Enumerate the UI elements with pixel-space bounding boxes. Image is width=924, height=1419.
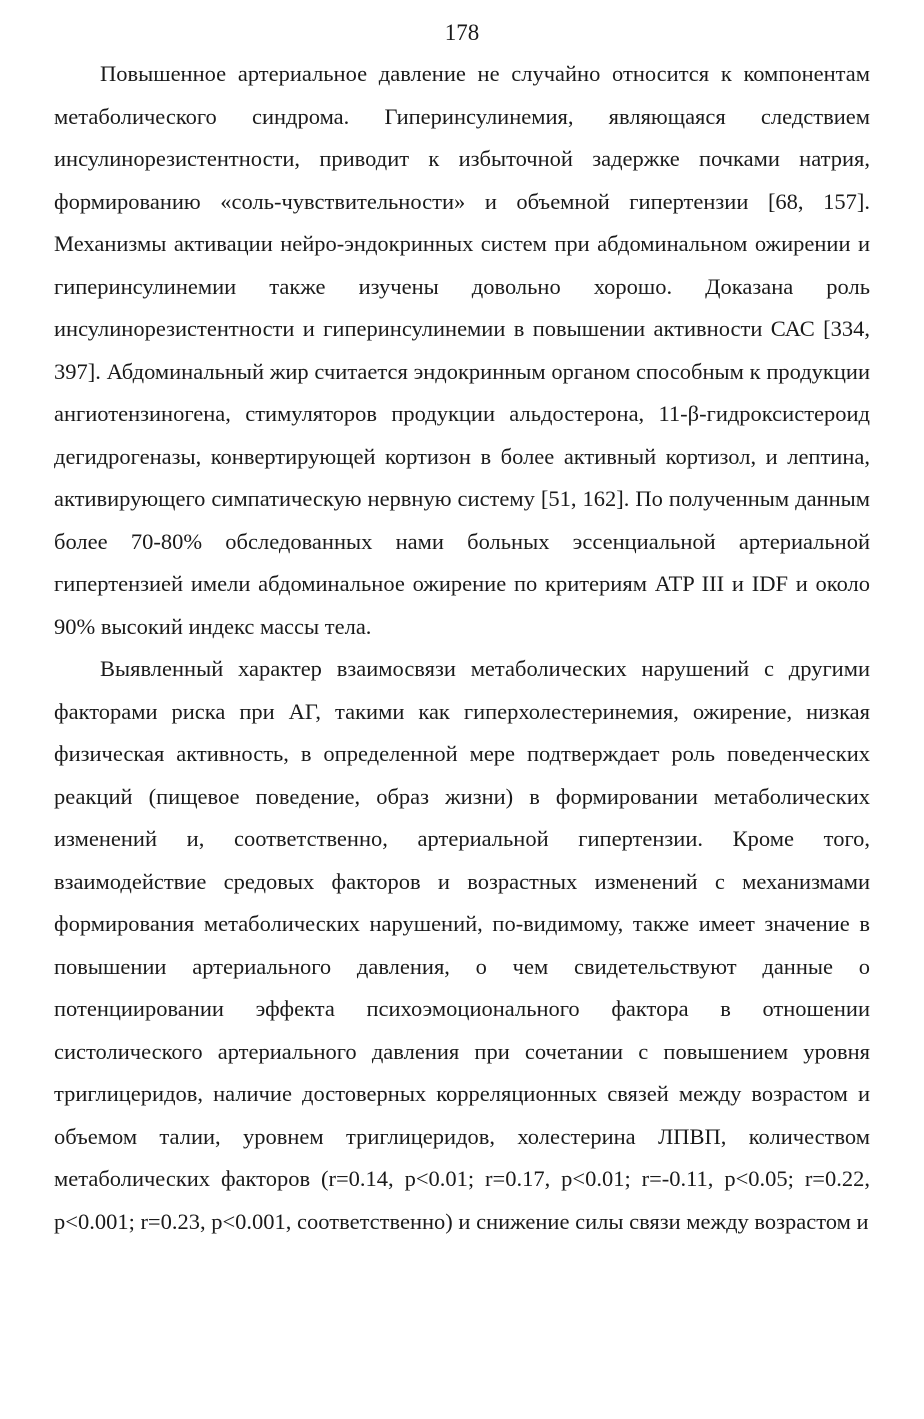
page-body xyxy=(54,53,870,1243)
paragraph-2: Выявленный характер взаимосвязи метаболических нарушений с другими факторами риска при АГ, такими как гиперхолестеринемия, ожирение, низкая физическая активность, в определенной мере подтверждает роль поведенческих реакций (пищевое поведение, образ жизни) в формировании метаболических изменений и, соответственно, артериальной гипертензии. Кроме того, взаимодействие средовых факторов и возрастных изменений с механизмами формирования метаболических нарушений, по-видимому, также имеет значение в повышении артериального давления, о чем свидетельствуют данные о потенциировании эффекта психоэмоционального фактора в отношении систолического артериального давления при сочетании с повышением уровня триглицеридов, наличие достоверных корреляционных связей между возрастом и объемом талии, уровнем триглицеридов, холестерина ЛПВП, количеством метаболических факторов (r=0.14, p<0.01; r=0.17, p<0.01; r=-0.11, p<0.05; r=0.22, p<0.001; r=0.23, p<0.001, соответственно) и снижение силы связи между возрастом и xyxy=(54,656,870,1234)
paragraph-1: Повышенное артериальное давление не случайно относится к компонентам метаболического синдрома. Гиперинсулинемия, являющаяся следствием инсулинорезистентности, приводит к избыточной задержке почками натрия, формированию «соль-чувствительности» и объемной гипертензии [68, 157]. Механизмы активации нейро-эндокринных систем при абдоминальном ожирении и гиперинсулинемии также изучены довольно хорошо. Доказана роль инсулинорезистентности и гиперинсулинемии в повышении активности САС [334, 397]. Абдоминальный жир считается эндокринным органом способным к продукции ангиотензиногена, стимуляторов продукции альдостерона, 11-β-гидроксистероид дегидрогеназы, конвертирующей кортизон в более активный кортизол, и лептина, активирующего симпатическую нервную систему [51, 162]. По полученным данным более 70-80% обследованных нами больных эссенциальной артериальной гипертензией имели абдоминальное ожирение по критериям ATP III и IDF и около 90% высокий индекс массы тела. xyxy=(54,61,870,639)
page-number: 178 xyxy=(444,20,480,45)
